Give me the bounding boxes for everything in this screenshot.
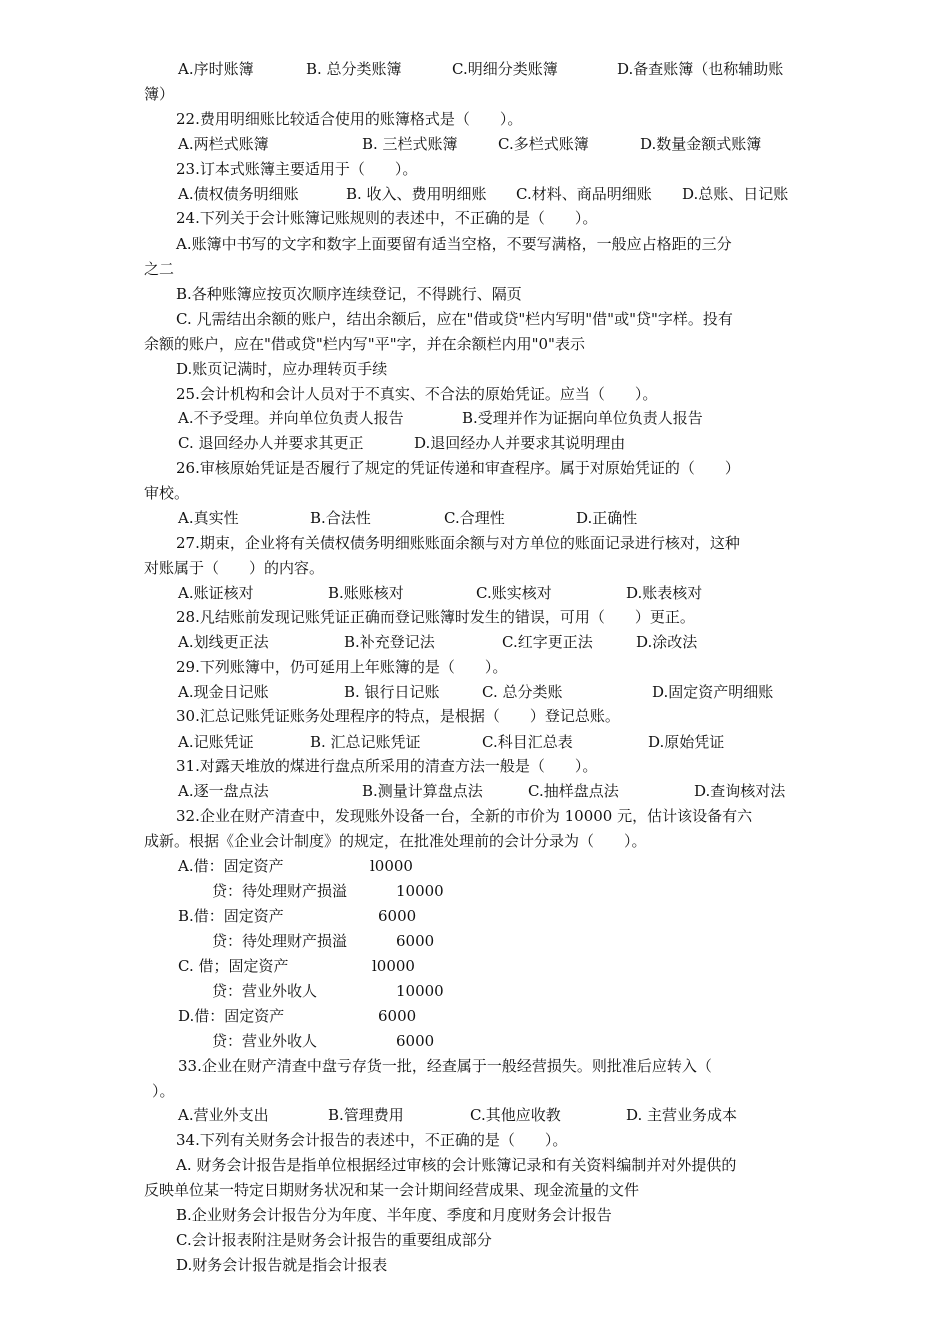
q34-stem: 34.下列有关财务会计报告的表述中，不正确的是（ ）。 [176, 1131, 568, 1149]
q25-option-c: C. 退回经办人并要求其更正 [178, 434, 364, 452]
q24-option-c-cont: 余额的账户，应在"借或贷"栏内写"平"字，并在余额栏内用"0"表示 [144, 335, 585, 353]
q27-option-b: B.账账核对 [328, 584, 404, 602]
q28-option-a: A.划线更正法 [178, 633, 269, 651]
q32-entry-b-debit-account: B.借：固定资产 [178, 907, 284, 925]
q22-option-a: A.两栏式账簿 [178, 135, 269, 153]
q28-option-c: C.红字更正法 [502, 633, 593, 651]
q32-entry-c-credit-account: 贷：营业外收人 [212, 982, 318, 1000]
q34-option-a-cont: 反映单位某一特定日期财务状况和某一会计期间经营成果、现金流量的文件 [144, 1181, 640, 1199]
q24-stem: 24.下列关于会计账簿记账规则的表述中，不正确的是（ ）。 [176, 209, 598, 227]
q23-option-c: C.材料、商品明细账 [516, 185, 652, 203]
q21-option-d-cont: 簿） [144, 85, 175, 103]
q29-stem: 29.下列账簿中，仍可延用上年账簿的是（ ）。 [176, 658, 508, 676]
q29-option-a: A.现金日记账 [178, 683, 269, 701]
q31-option-b: B.测量计算盘点法 [362, 782, 483, 800]
q26-option-b: B.合法性 [310, 509, 371, 527]
q32-entry-c-debit-amount: l0000 [372, 957, 415, 975]
q21-option-b: B. 总分类账簿 [306, 60, 402, 78]
q26-option-c: C.合理性 [444, 509, 505, 527]
q34-option-c: C.会计报表附注是财务会计报告的重要组成部分 [176, 1231, 492, 1249]
q25-option-b: B.受理并作为证据向单位负责人报告 [462, 409, 703, 427]
q21-option-a: A.序时账簿 [178, 60, 254, 78]
q21-option-c: C.明细分类账簿 [452, 60, 558, 78]
q29-option-b: B. 银行日记账 [344, 683, 440, 701]
q27-stem: 27.期束，企业将有关债权债务明细账账面余额与对方单位的账面记录进行核对，这种 [176, 534, 740, 552]
q31-option-a: A.逐一盘点法 [178, 782, 269, 800]
q32-stem-cont: 成新。根据《企业会计制度》的规定，在批准处理前的会计分录为（ ）。 [144, 832, 647, 850]
q33-option-c: C.其他应收教 [470, 1106, 561, 1124]
q33-option-a: A.营业外支出 [178, 1106, 269, 1124]
q30-option-a: A.记账凭证 [178, 733, 254, 751]
q32-entry-a-credit-amount: 10000 [396, 882, 444, 900]
q30-option-c: C.科目汇总表 [482, 733, 573, 751]
q28-stem: 28.凡结账前发现记账凭证正确而登记账簿时发生的错误，可用（ ）更正。 [176, 608, 695, 626]
q23-stem: 23.订本式账簿主要适用于（ ）。 [176, 160, 418, 178]
q31-stem: 31.对露天堆放的煤进行盘点所采用的清查方法一般是（ ）。 [176, 757, 598, 775]
q28-option-b: B.补充登记法 [344, 633, 435, 651]
q25-stem: 25.会计机构和会计人员对于不真实、不合法的原始凭证。应当（ ）。 [176, 385, 658, 403]
q34-option-d: D.财务会计报告就是指会计报表 [176, 1256, 388, 1274]
q23-option-a: A.债权债务明细账 [178, 185, 299, 203]
q24-option-c: C. 凡需结出余额的账户，结出余额后，应在"借或贷"栏内写明"借"或"贷"字样。投有 [176, 310, 733, 328]
q32-entry-c-credit-amount: 10000 [396, 982, 444, 1000]
q27-option-a: A.账证核对 [178, 584, 254, 602]
q25-option-a: A.不予受理。并向单位负责人报告 [178, 409, 404, 427]
q32-entry-a-credit-account: 贷：待处理财产损溢 [212, 882, 348, 900]
q32-entry-b-credit-amount: 6000 [396, 932, 435, 950]
q32-entry-c-debit-account: C. 借；固定资产 [178, 957, 289, 975]
q26-option-d: D.正确性 [576, 509, 638, 527]
q30-option-b: B. 汇总记账凭证 [310, 733, 421, 751]
q21-option-d: D.备查账簿（也称辅助账 [617, 60, 784, 78]
q24-option-d: D.账页记满时，应办理转页手续 [176, 360, 388, 378]
q24-option-a-cont: 之二 [144, 260, 175, 278]
q27-stem-cont: 对账属于（ ）的内容。 [144, 559, 325, 577]
q32-entry-d-credit-account: 贷：营业外收人 [212, 1032, 318, 1050]
q22-option-b: B. 三栏式账簿 [362, 135, 458, 153]
q22-option-c: C.多栏式账簿 [498, 135, 589, 153]
q31-option-c: C.抽样盘点法 [528, 782, 619, 800]
q32-entry-b-debit-amount: 6000 [378, 907, 417, 925]
q25-option-d: D.退回经办人并要求其说明理由 [414, 434, 626, 452]
q24-option-a: A.账簿中书写的文字和数字上面要留有适当空格，不要写满格，一般应占格距的三分 [176, 235, 732, 253]
q22-stem: 22.费用明细账比较适合使用的账簿格式是（ ）。 [176, 110, 523, 128]
q27-option-d: D.账表核对 [626, 584, 703, 602]
q33-option-d: D. 主营业务成本 [626, 1106, 738, 1124]
q33-option-b: B.管理费用 [328, 1106, 404, 1124]
q23-option-b: B. 收入、费用明细账 [346, 185, 487, 203]
q26-option-a: A.真实性 [178, 509, 239, 527]
q29-option-c: C. 总分类账 [482, 683, 563, 701]
q29-option-d: D.固定资产明细账 [652, 683, 774, 701]
q27-option-c: C.账实核对 [476, 584, 552, 602]
q34-option-a: A. 财务会计报告是指单位根据经过审核的会计账簿记录和有关资料编制并对外提供的 [176, 1156, 737, 1174]
q26-stem: 26.审核原始凭证是否履行了规定的凭证传递和审查程序。属于对原始凭证的（ ） [176, 459, 740, 477]
q23-option-d: D.总账、日记账 [682, 185, 789, 203]
q28-option-d: D.涂改法 [636, 633, 698, 651]
q32-entry-d-debit-account: D.借：固定资产 [178, 1007, 285, 1025]
q33-stem: 33.企业在财产清查中盘亏存货一批，经查属于一般经营损失。则批准后应转入（ [178, 1057, 712, 1075]
q22-option-d: D.数量金额式账簿 [640, 135, 762, 153]
q26-stem-cont: 审校。 [144, 484, 190, 502]
q32-entry-a-debit-account: A.借：固定资产 [178, 857, 284, 875]
q30-stem: 30.汇总记账凭证账务处理程序的特点，是根据（ ）登记总账。 [176, 707, 620, 725]
q30-option-d: D.原始凭证 [648, 733, 725, 751]
q32-entry-b-credit-account: 贷：待处理财产损溢 [212, 932, 348, 950]
q33-stem-cont: ）。 [152, 1082, 175, 1100]
q32-stem: 32.企业在财产清查中，发现账外设备一台，全新的市价为 10000 元，估计该设备有六 [176, 807, 753, 825]
q24-option-b: B.各种账簿应按页次顺序连续登记，不得跳行、隔页 [176, 285, 522, 303]
q32-entry-d-credit-amount: 6000 [396, 1032, 435, 1050]
q32-entry-d-debit-amount: 6000 [378, 1007, 417, 1025]
q32-entry-a-debit-amount: l0000 [370, 857, 413, 875]
q31-option-d: D.查询核对法 [694, 782, 786, 800]
q34-option-b: B.企业财务会计报告分为年度、半年度、季度和月度财务会计报告 [176, 1206, 612, 1224]
